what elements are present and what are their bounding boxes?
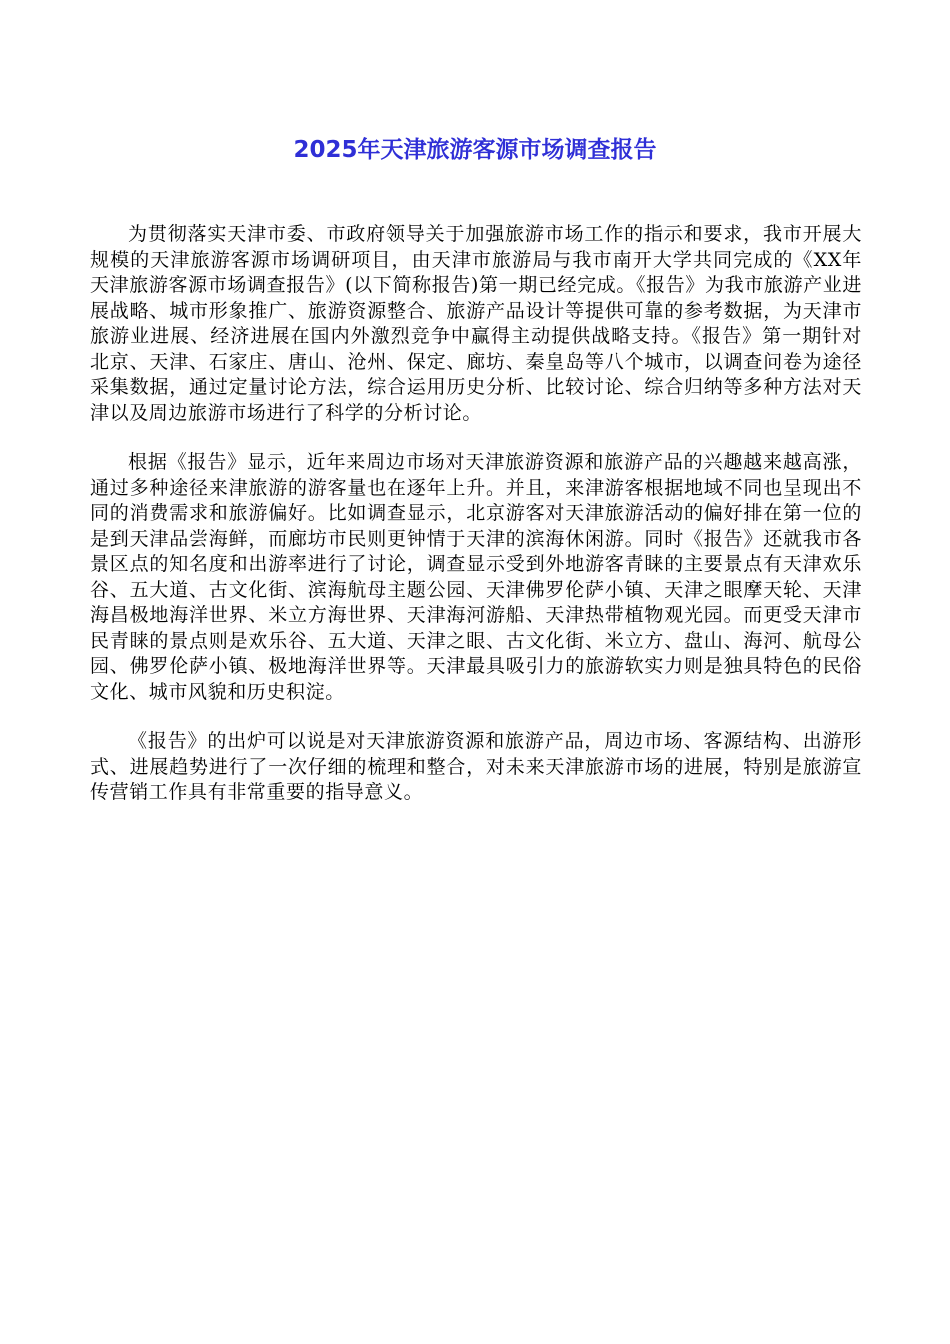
- paragraph-conclusion: 《报告》的出炉可以说是对天津旅游资源和旅游产品，周边市场、客源结构、出游形式、进展趋势进行了一次仔细的梳理和整合，对未来天津旅游市场的进展，特别是旅游宣传营销工作具有非常重要的指导意义。: [90, 730, 862, 803]
- paragraph-findings: 根据《报告》显示，近年来周边市场对天津旅游资源和旅游产品的兴趣越来越高涨，通过多种途径来津旅游的游客量也在逐年上升。并且，来津游客根据地域不同也呈现出不同的消费需求和旅游偏好。比如调查显示，北京游客对天津旅游活动的偏好排在第一位的是到天津品尝海鲜，而廊坊市民则更钟情于天津的滨海休闲游。同时《报告》还就我市各景区点的知名度和出游率进行了讨论，调查显示受到外地游客青睐的主要景点有天津欢乐谷、五大道、古文化街、滨海航母主题公园、天津佛罗伦萨小镇、天津之眼摩天轮、天津海昌极地海洋世界、米立方海世界、天津海河游船、天津热带植物观光园。而更受天津市民青睐的景点则是欢乐谷、五大道、天津之眼、古文化街、米立方、盘山、海河、航母公园、佛罗伦萨小镇、极地海洋世界等。天津最具吸引力的旅游软实力则是独具特色的民俗文化、城市风貌和历史积淀。: [90, 451, 862, 703]
- document-body: [90, 222, 862, 830]
- paragraph-intro: 为贯彻落实天津市委、市政府领导关于加强旅游市场工作的指示和要求，我市开展大规模的天津旅游客源市场调研项目，由天津市旅游局与我市南开大学共同完成的《XX年天津旅游客源市场调查报告》(以下简称报告)第一期已经完成。《报告》为我市旅游产业进展战略、城市形象推广、旅游资源整合、旅游产品设计等提供可靠的参考数据，为天津市旅游业进展、经济进展在国内外激烈竞争中赢得主动提供战略支持。《报告》第一期针对北京、天津、石家庄、唐山、沧州、保定、廊坊、秦皇岛等八个城市，以调查问卷为途径采集数据，通过定量讨论方法，综合运用历史分析、比较讨论、综合归纳等多种方法对天津以及周边旅游市场进行了科学的分析讨论。: [90, 223, 862, 424]
- document-title: 2025年天津旅游客源市场调查报告: [293, 137, 657, 163]
